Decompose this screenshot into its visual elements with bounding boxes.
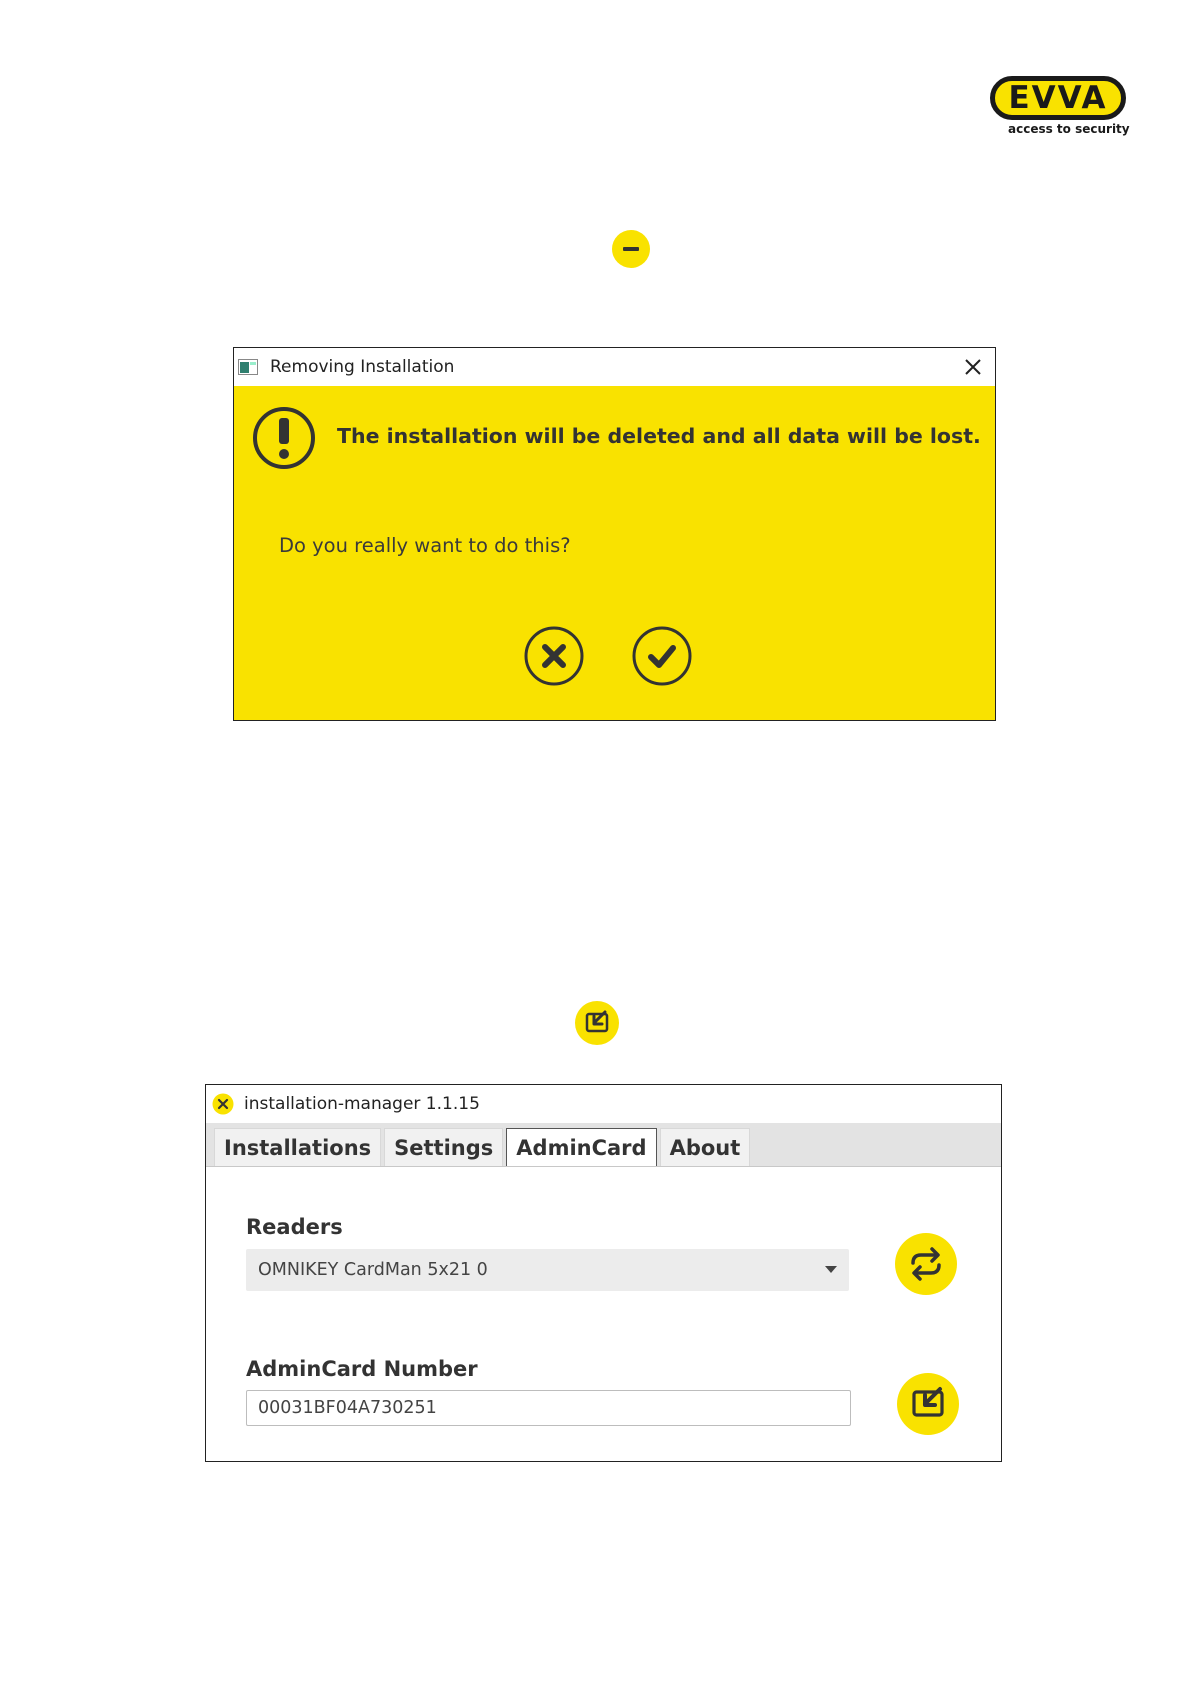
import-admincard-button[interactable] [897,1373,959,1435]
refresh-icon [895,1233,957,1295]
window-title: installation-manager 1.1.15 [244,1094,480,1114]
reader-select[interactable] [246,1249,849,1291]
admincard-number-field[interactable] [246,1390,851,1426]
admincard-number-label: AdminCard Number [246,1357,478,1381]
card-import-icon [897,1373,959,1435]
minus-circle-icon [612,230,650,268]
close-icon[interactable] [963,357,983,377]
evva-logo [990,76,1132,140]
exclamation-circle-icon [252,406,316,470]
card-import-icon [575,1001,619,1045]
tab-settings[interactable]: Settings [384,1128,503,1166]
chevron-down-icon [825,1266,837,1273]
cancel-button[interactable] [524,626,584,686]
window-icon [238,359,258,375]
tab-admincard[interactable]: AdminCard [506,1128,656,1166]
logo-brand: EVVA [1008,80,1108,116]
tab-about[interactable]: About [660,1128,751,1166]
warning-message: The installation will be deleted and all data will be lost. [337,424,981,448]
logo-badge [990,76,1126,120]
reader-selected-value: OMNIKEY CardMan 5x21 0 [258,1260,488,1280]
readers-label: Readers [246,1215,343,1239]
confirm-question: Do you really want to do this? [279,534,571,557]
dialog-titlebar [234,348,995,386]
dialog-title: Removing Installation [270,357,455,377]
dialog-body [234,386,995,720]
app-icon [212,1093,234,1115]
refresh-readers-button[interactable] [895,1233,957,1295]
window-titlebar [206,1085,1001,1123]
tab-installations[interactable]: Installations [214,1128,381,1166]
tab-bar [206,1123,1001,1167]
confirm-button[interactable] [632,626,692,686]
installation-manager-window [205,1084,1002,1462]
logo-tagline: access to security [1008,122,1130,136]
remove-installation-dialog [233,347,996,721]
